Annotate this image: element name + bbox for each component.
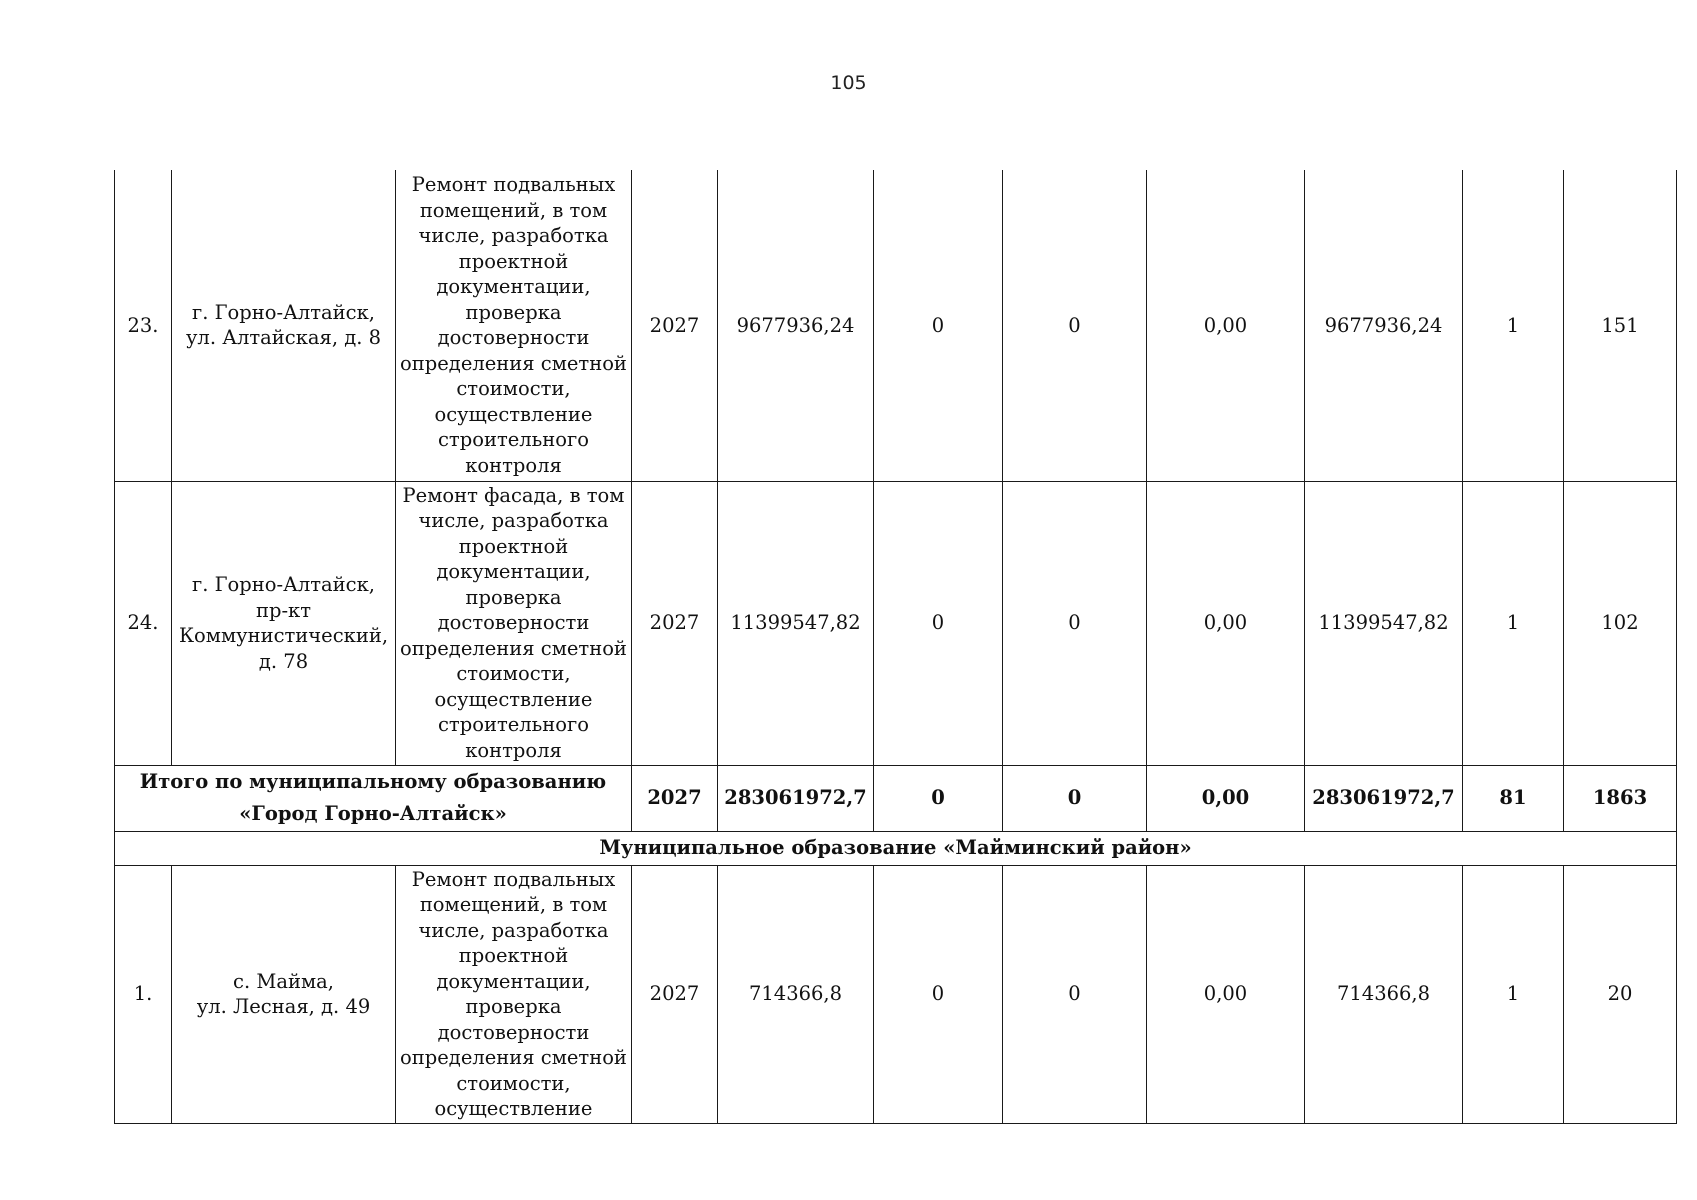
page-number: 105 [830,72,867,94]
total-fund: 0,00 [1147,765,1305,831]
year-cell: 2027 [632,170,718,481]
work-description: Ремонт подвальных помещений, в том числе, разработка проектной документации, проверка достоверности определения сметной стоимости, осуществление [396,865,632,1123]
total-fund: 0 [1003,765,1147,831]
address-line: Коммунистический, [178,624,389,647]
total-label [115,765,632,831]
residents-cell: 151 [1564,170,1677,481]
fund-cell: 0 [1003,865,1147,1123]
repair-program-table [114,170,1677,1124]
address-line: д. 78 [258,649,309,673]
count-cell: 1 [1463,170,1564,481]
total-residents: 1863 [1564,765,1677,831]
row-number: 1. [115,865,172,1123]
total-label-line: «Город Горно-Алтайск» [239,802,507,825]
work-description: Ремонт подвальных помещений, в том числе, разработка проектной документации, проверка достоверности определения сметной стоимости, осуществление строительного контроля [396,170,632,481]
total-cost-cell: 9677936,24 [718,170,874,481]
total-row [115,765,1677,831]
address-line: ул. Лесная, д. 49 [196,995,371,1018]
count-cell: 1 [1463,481,1564,765]
fund-cell: 0,00 [1147,481,1305,765]
work-description: Ремонт фасада, в том числе, разработка проектной документации, проверка достоверности определения сметной стоимости, осуществление строительного контроля [396,481,632,765]
total-cost-cell: 11399547,82 [718,481,874,765]
total-cost-cell: 714366,8 [718,865,874,1123]
fund-cell: 0 [874,865,1003,1123]
address-cell [172,865,396,1123]
table-row [115,170,1677,481]
table-row [115,865,1677,1123]
address-cell [172,170,396,481]
fund-cell: 0 [874,170,1003,481]
address-line: г. Горно-Алтайск, [192,573,375,596]
fund-cell: 0 [1003,481,1147,765]
total-label-line: Итого по муниципальному образованию [139,770,607,793]
total-fund: 0 [874,765,1003,831]
fund-cell: 0 [1003,170,1147,481]
table-row [115,481,1677,765]
residents-cell: 20 [1564,865,1677,1123]
address-line: с. Майма, [233,969,334,993]
address-cell [172,481,396,765]
total-year: 2027 [632,765,718,831]
fund-cell: 11399547,82 [1305,481,1463,765]
section-header-row [115,831,1677,865]
fund-cell: 0,00 [1147,865,1305,1123]
residents-cell: 102 [1564,481,1677,765]
total-count: 81 [1463,765,1564,831]
row-number: 24. [115,481,172,765]
address-line: ул. Алтайская, д. 8 [185,326,382,350]
count-cell: 1 [1463,865,1564,1123]
year-cell: 2027 [632,865,718,1123]
fund-cell: 9677936,24 [1305,170,1463,481]
year-cell: 2027 [632,481,718,765]
fund-cell: 714366,8 [1305,865,1463,1123]
address-line: г. Горно-Алтайск, [192,300,375,324]
address-line: пр-кт [255,598,312,622]
row-number: 23. [115,170,172,481]
fund-cell: 0,00 [1147,170,1305,481]
total-cost: 283061972,7 [718,765,874,831]
fund-cell: 0 [874,481,1003,765]
section-title: Муниципальное образование «Майминский район» [115,831,1677,865]
total-fund: 283061972,7 [1305,765,1463,831]
